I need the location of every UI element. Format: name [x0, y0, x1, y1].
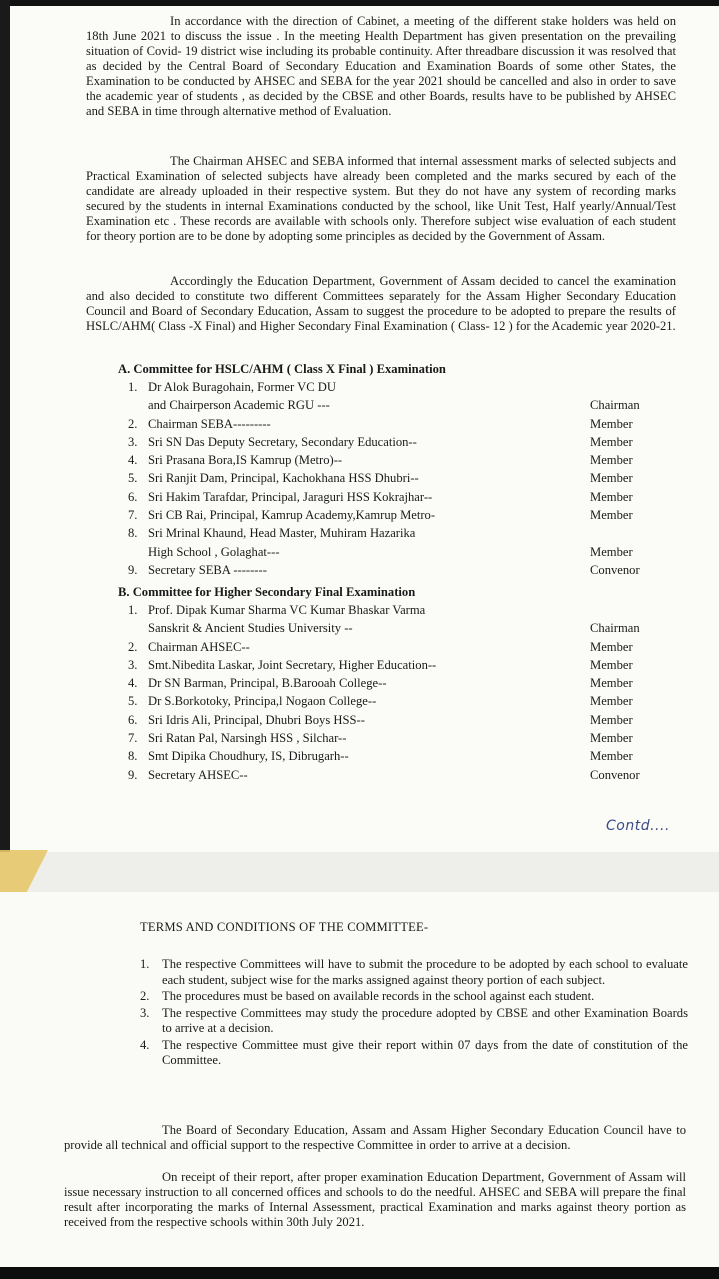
member-name: Dr SN Barman, Principal, B.Barooah College-- [148, 676, 387, 691]
section-a-heading: A. Committee for HSLC/AHM ( Class X Final ) Examination [118, 362, 446, 376]
committee-b-member [128, 766, 640, 784]
member-number: 2. [128, 639, 138, 654]
committee-b-member [128, 601, 640, 638]
terms-item [140, 957, 688, 988]
member-number: 9. [128, 562, 138, 577]
member-number: 3. [128, 434, 138, 449]
terms-item [140, 989, 688, 1005]
member-number: 8. [128, 749, 138, 764]
member-role: Member [590, 712, 633, 727]
member-name: Dr S.Borkotoky, Principa,l Nogaon College-- [148, 694, 377, 709]
member-number: 5. [128, 471, 138, 486]
member-number: 3. [128, 657, 138, 672]
committee-b-list [128, 601, 640, 784]
member-number: 1. [128, 380, 138, 394]
paragraph-committee-constitution: Accordingly the Education Department, Government of Assam decided to cancel the examination and also decided to constitute two different Committees separately for the Assam Higher Secondary Education Council and Board of Secondary Education, Assam to suggest the procedure to be adopted to prepare the results of HSLC/AHM( Class -X Final) and Higher Secondary Final Examination ( Class- 12 ) for the Academic year 2020-21. [86, 274, 676, 333]
member-role: Member [590, 731, 633, 746]
member-role: Chairman [590, 398, 640, 413]
terms-heading: TERMS AND CONDITIONS OF THE COMMITTEE- [140, 920, 429, 934]
terms-number: 1. [140, 957, 150, 971]
terms-text: The respective Committees may study the procedure adopted by CBSE and other Examination Boards to arrive at a decision. [162, 1005, 688, 1035]
member-number: 1. [128, 603, 138, 617]
committee-a-member [128, 433, 633, 451]
member-name-cont: and Chairperson Academic RGU --- [148, 398, 330, 413]
committee-a-member [128, 561, 640, 579]
terms-text: The respective Committee must give their report within 07 days from the date of constitution of the Committee. [162, 1037, 688, 1067]
committee-b-member [128, 747, 633, 765]
member-name: Sri SN Das Deputy Secretary, Secondary Education-- [148, 434, 417, 449]
page-gap [0, 852, 719, 892]
member-role: Member [590, 676, 633, 691]
member-role: Member [590, 508, 633, 523]
member-number: 6. [128, 489, 138, 504]
committee-b-member [128, 692, 633, 710]
terms-number: 3. [140, 1005, 150, 1020]
member-role: Member [590, 657, 633, 672]
member-role: Member [590, 639, 633, 654]
committee-b-member [128, 674, 633, 692]
member-name: Chairman AHSEC-- [148, 639, 250, 654]
terms-number: 2. [140, 989, 150, 1003]
member-role: Member [590, 544, 633, 559]
member-number: 9. [128, 767, 138, 782]
member-number: 4. [128, 453, 138, 468]
committee-a-member [128, 488, 633, 506]
scan-bottom-border [0, 1267, 719, 1279]
member-name: Sri Idris Ali, Principal, Dhubri Boys HSS-- [148, 712, 365, 727]
committee-a-member [128, 415, 633, 433]
member-role: Member [590, 434, 633, 449]
committee-a-member [128, 469, 633, 487]
committee-b-member [128, 638, 633, 656]
member-name-cont: High School , Golaghat--- [148, 544, 280, 559]
committee-a-list [128, 378, 640, 579]
paragraph-internal-assessment: The Chairman AHSEC and SEBA informed that internal assessment marks of selected subjects and Practical Examination of selected subjects have already been completed and the marks secured by each of the candidate are already uploaded in their respective system. But they do not have any system of recording marks secured by the students in internal Examinations conducted by the school, like Unit Test, Half yearly/Annual/Test Examination etc . These records are available with schools only. Therefore subject wise evaluation of each student for theory portion are to be done by adopting some principles as decided by the Government of Assam. [86, 154, 676, 243]
member-name-cont: Sanskrit & Ancient Studies University -- [148, 621, 353, 636]
member-number: 2. [128, 416, 138, 431]
member-number: 6. [128, 712, 138, 727]
member-name: Smt Dipika Choudhury, IS, Dibrugarh-- [148, 749, 349, 764]
member-name: Sri Ratan Pal, Narsingh HSS , Silchar-- [148, 731, 347, 746]
committee-b-member [128, 729, 633, 747]
member-number: 7. [128, 731, 138, 746]
member-name: Prof. Dipak Kumar Sharma VC Kumar Bhaskar Varma [148, 603, 426, 617]
member-number: 4. [128, 676, 138, 691]
terms-number: 4. [140, 1037, 150, 1052]
member-name: Smt.Nibedita Laskar, Joint Secretary, Higher Education-- [148, 657, 437, 672]
member-name: Sri Prasana Bora,IS Kamrup (Metro)-- [148, 453, 343, 468]
member-role: Chairman [590, 621, 640, 636]
terms-item [140, 1038, 688, 1069]
member-name: Secretary AHSEC-- [148, 767, 248, 782]
member-name: Sri Mrinal Khaund, Head Master, Muhiram Hazarika [148, 526, 416, 541]
member-role: Member [590, 489, 633, 504]
member-role: Member [590, 471, 633, 486]
handwritten-contd-note: Contd.... [606, 818, 670, 834]
paragraph-board-support: The Board of Secondary Education, Assam and Assam Higher Secondary Education Council have to provide all technical and official support to the respective Committee in order to arrive at a decision. [64, 1123, 686, 1152]
member-role: Member [590, 416, 633, 431]
member-name: Sri CB Rai, Principal, Kamrup Academy,Kamrup Metro- [148, 508, 436, 523]
terms-list [140, 957, 688, 1070]
terms-text: The respective Committees will have to submit the procedure to be adopted by each school to evaluate each student, subject wise for the marks assigned against theory portion of each subject. [162, 957, 688, 987]
committee-a-member [128, 378, 640, 415]
member-role: Convenor [590, 767, 640, 782]
member-number: 5. [128, 694, 138, 709]
member-role: Convenor [590, 562, 640, 577]
section-b-heading: B. Committee for Higher Secondary Final Examination [118, 585, 416, 599]
member-number: 7. [128, 508, 138, 523]
member-name: Sri Hakim Tarafdar, Principal, Jaraguri HSS Kokrajhar-- [148, 489, 433, 504]
member-role: Member [590, 694, 633, 709]
member-role: Member [590, 749, 633, 764]
member-name: Chairman SEBA--------- [148, 416, 271, 431]
terms-item [140, 1006, 688, 1037]
member-name: Secretary SEBA -------- [148, 562, 267, 577]
member-role: Member [590, 453, 633, 468]
terms-text: The procedures must be based on available records in the school against each student. [162, 989, 595, 1003]
member-name: Dr Alok Buragohain, Former VC DU [148, 380, 336, 394]
member-number: 8. [128, 526, 138, 541]
paragraph-final-result: On receipt of their report, after proper examination Education Department, Government of Assam will issue necessary instruction to all concerned offices and schools to do the needful. AHSEC and SEBA will prepare the final result after incorporating the marks of Internal Assessment, practical Examination and marks against theory portion as received from the respective schools within 30th July 2021. [64, 1170, 686, 1229]
committee-b-member [128, 656, 633, 674]
committee-a-member [128, 506, 633, 524]
paragraph-meeting-summary: In accordance with the direction of Cabinet, a meeting of the different stake holders was held on 18th June 2021 to discuss the issue . In the meeting Health Department has given presentation on the prevailing situation of Covid- 19 district wise including its probable continuity. After threadbare discussion it was resolved that as decided by the Central Board of Secondary Education and Examination Boards of some other States, the Examination to be conducted by AHSEC and SEBA for the year 2021 should be cancelled and also in order to save the academic year of students , as decided by the CBSE and other Boards, results have to be published by AHSEC and SEBA in time through alternative method of Evaluation. [86, 14, 676, 118]
committee-a-member [128, 524, 633, 561]
member-name: Sri Ranjit Dam, Principal, Kachokhana HSS Dhubri-- [148, 471, 419, 486]
scan-top-border [0, 0, 719, 6]
scan-left-edge [0, 0, 10, 852]
committee-a-member [128, 451, 633, 469]
committee-b-member [128, 711, 633, 729]
